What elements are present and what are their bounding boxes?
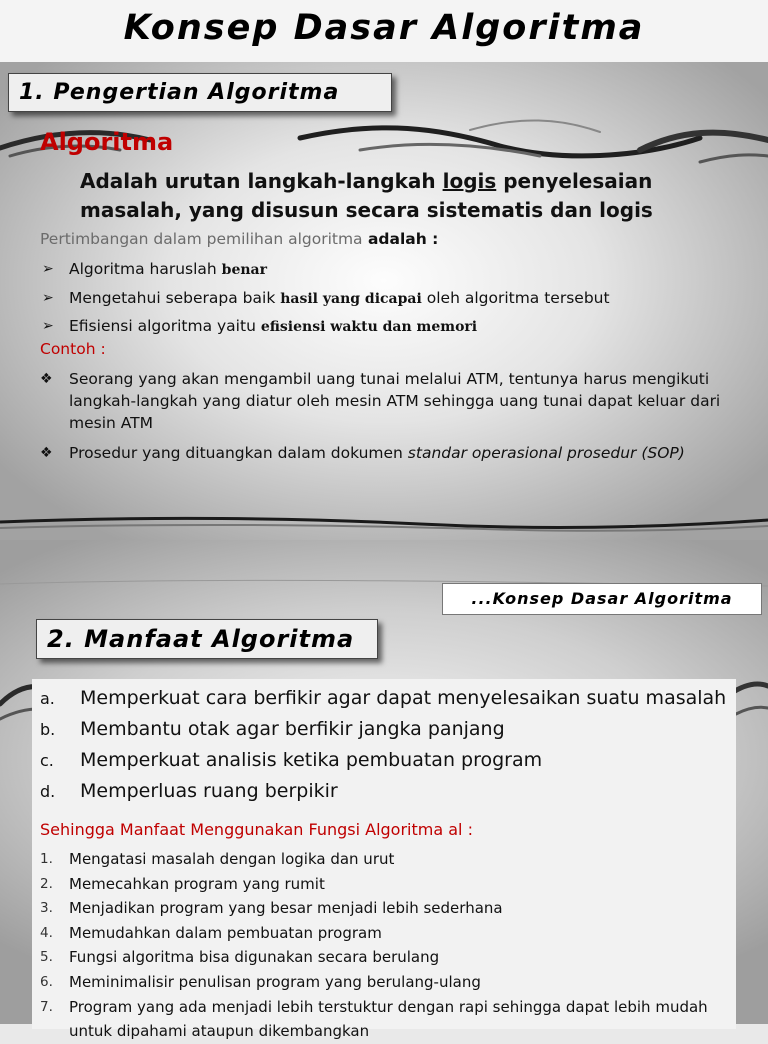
main-title: Konsep Dasar Algoritma <box>123 8 645 48</box>
swoosh-decoration-bottom <box>0 508 768 538</box>
benefit-text: Membantu otak agar berfikir jangka panjang <box>80 718 505 740</box>
content-panel <box>32 679 736 1041</box>
algoritma-label: Algoritma <box>40 128 174 156</box>
item-marker: c. <box>40 751 54 770</box>
item-marker: 5. <box>40 949 53 966</box>
section-title-pengertian: 1. Pengertian Algoritma <box>8 73 392 112</box>
function-text: Meminimalisir penulisan program yang berulang-ulang <box>69 972 481 991</box>
consideration-suffix: adalah : <box>362 230 439 248</box>
item-marker: 7. <box>40 998 53 1015</box>
benefit-item <box>40 683 726 714</box>
diamond-bullet-icon: ❖ <box>40 371 53 387</box>
item-marker: 3. <box>40 900 53 917</box>
item-marker: b. <box>40 720 56 739</box>
function-text: Memudahkan dalam pembuatan program <box>69 923 382 942</box>
benefit-item <box>40 776 726 807</box>
example-text: Prosedur yang dituangkan dalam dokumen <box>69 444 408 462</box>
definition-underlined: logis <box>442 169 497 193</box>
item-after: oleh algoritma tersebut <box>421 288 610 307</box>
item-text: Efisiensi algoritma yaitu <box>69 317 261 335</box>
arrow-bullet-icon: ➢ <box>42 289 54 306</box>
consideration-text: Pertimbangan dalam pemilihan algoritma <box>40 230 363 248</box>
function-item <box>40 970 730 995</box>
item-marker: 2. <box>40 875 53 892</box>
function-text: Fungsi algoritma bisa digunakan secara berulang <box>69 948 440 967</box>
function-item <box>40 921 730 946</box>
function-item <box>40 896 730 921</box>
item-marker: a. <box>40 689 55 708</box>
function-item <box>40 945 730 970</box>
example-item <box>40 442 730 464</box>
benefit-text: Memperkuat cara berfikir agar dapat menyelesaikan suatu masalah <box>80 687 727 709</box>
benefit-list <box>40 683 726 807</box>
function-text: Memecahkan program yang rumit <box>69 874 325 893</box>
benefit-item <box>40 745 726 776</box>
item-marker: 4. <box>40 924 53 941</box>
arrow-bullet-icon: ➢ <box>42 261 54 277</box>
reference-title: ...Konsep Dasar Algoritma <box>442 583 762 615</box>
function-text: Mengatasi masalah dengan logika dan urut <box>69 850 395 868</box>
function-item <box>40 995 730 1044</box>
example-italic: standar operasional prosedur (SOP) <box>407 444 685 462</box>
diamond-bullet-icon: ❖ <box>40 445 53 461</box>
consideration-item <box>40 285 730 314</box>
definition-part-1: Adalah urutan langkah-langkah <box>80 169 443 193</box>
example-list <box>40 368 730 472</box>
arrow-bullet-icon: ➢ <box>42 318 54 334</box>
consideration-item <box>40 313 730 342</box>
function-heading: Sehingga Manfaat Menggunakan Fungsi Algoritma al : <box>40 820 473 839</box>
consideration-line <box>40 230 438 248</box>
item-marker: 6. <box>40 973 53 990</box>
item-text: Algoritma haruslah <box>69 260 222 278</box>
function-text: Program yang ada menjadi lebih terstuktur dengan rapi sehingga dapat lebih mudah untuk dipahami ataupun dikembangkan <box>69 997 708 1041</box>
benefit-item <box>40 714 726 745</box>
item-marker: d. <box>40 782 56 801</box>
example-text: Seorang yang akan mengambil uang tunai melalui ATM, tentunya harus mengikuti langkah-langkah yang diatur oleh mesin ATM sehingga uang tunai dapat keluar dari mesin ATM <box>69 370 721 432</box>
function-text: Menjadikan program yang besar menjadi lebih sederhana <box>69 899 503 918</box>
benefit-text: Memperkuat analisis ketika pembuatan program <box>80 749 543 771</box>
definition-text <box>80 167 740 225</box>
function-item <box>40 847 730 872</box>
function-list <box>40 847 730 1044</box>
slide-2 <box>0 540 768 1041</box>
consideration-list <box>40 256 730 342</box>
example-item <box>40 368 730 434</box>
consideration-item <box>40 256 730 285</box>
item-bold: benar <box>221 262 267 278</box>
item-text: Mengetahui seberapa baik <box>69 288 281 307</box>
definition-part-2: penyelesaian masalah, yang disusun secara sistematis dan logis <box>80 169 653 222</box>
function-item <box>40 872 730 897</box>
benefit-text: Memperluas ruang berpikir <box>80 780 338 802</box>
example-label: Contoh : <box>40 340 106 358</box>
item-bold: efisiensi waktu dan memori <box>260 319 478 335</box>
section-title-manfaat: 2. Manfaat Algoritma <box>36 619 378 659</box>
item-marker: 1. <box>40 851 53 867</box>
item-bold: hasil yang dicapai <box>280 290 422 307</box>
